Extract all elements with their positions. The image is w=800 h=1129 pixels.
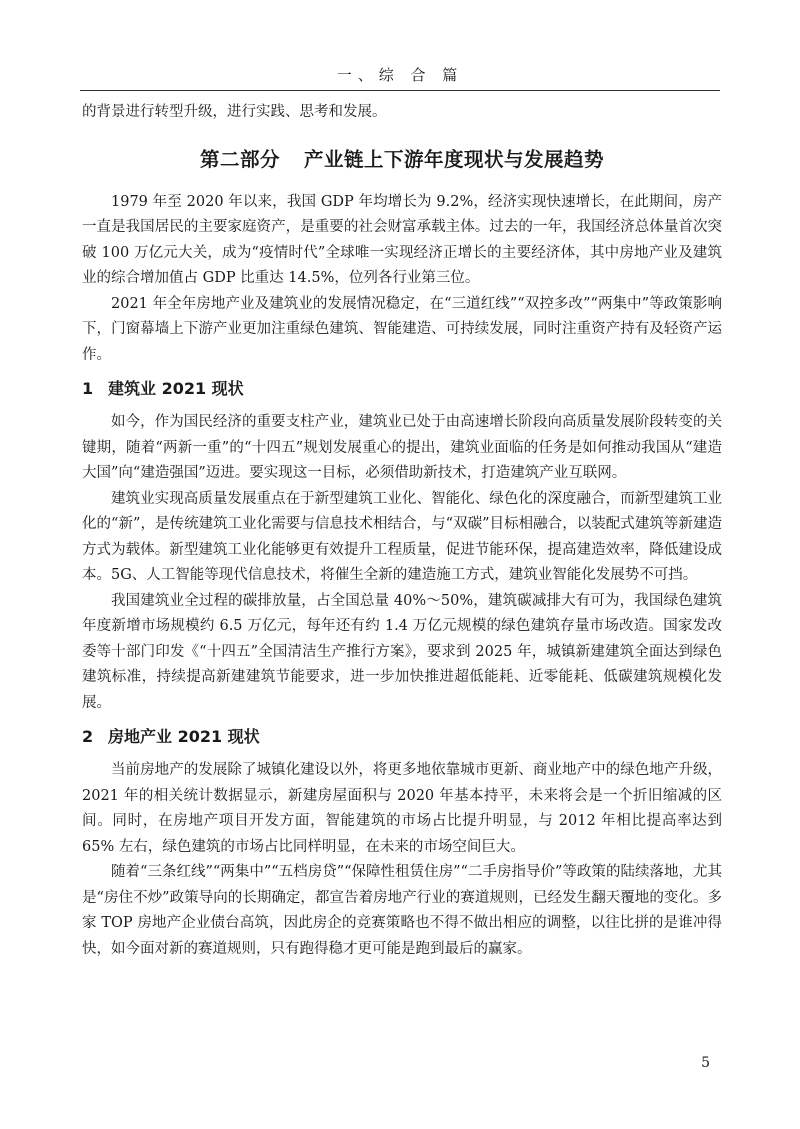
part-title bbox=[82, 144, 722, 172]
section-title: 建筑业 2021 现状 bbox=[108, 379, 244, 398]
part-paragraph: 1979 年至 2020 年以来，我国 GDP 年均增长为 9.2%，经济实现快速增长，在此期间，房产一直是我国居民的主要家庭资产，是重要的社会财富承载主体。过去的一年，我国经济总体量首次突破 100 万亿元大关，成为“疫情时代”全球唯一实现经济正增长的主要经济体，其中房地产业及建筑业的综合增加值占 GDP 比重达 14.5%，位列各行业第三位。 bbox=[82, 193, 722, 286]
intro-tail-paragraph: 的背景进行转型升级，进行实践、思考和发展。 bbox=[82, 104, 387, 120]
section-paragraph: 如今，作为国民经济的重要支柱产业，建筑业已处于由高速增长阶段向高质量发展阶段转变的关键期，随着“两新一重”的“十四五”规划发展重心的提出，建筑业面临的任务是如何推动我国从“建造大国”向“建造强国”迈进。要实现这一目标，必须借助新技术，打造建筑产业互联网。 bbox=[82, 414, 722, 481]
header-rule bbox=[80, 90, 720, 91]
page-number: 5 bbox=[701, 1055, 710, 1071]
section-paragraph: 我国建筑业全过程的碳排放量，占全国总量 40%～50%，建筑碳减排大有可为，我国绿色建筑年度新增市场规模约 6.5 万亿元，每年还有约 1.4 万亿元规模的绿色建筑存量市场改造。国家发改委等十部门印发《“十四五”全国清洁生产推行方案》，要求到 2025 年，城镇新建建筑全面达到绿色建筑标准，持续提高新建建筑节能要求，进一步加快推进超低能耗、近零能耗、低碳建筑规模化发展。 bbox=[82, 592, 722, 711]
running-header: 一、综 合 篇 bbox=[336, 66, 464, 84]
section-paragraph: 随着“三条红线”“两集中”“五档房贷”“保障性租赁住房”“二手房指导价”等政策的陆续落地，尤其是“房住不炒”政策导向的长期确定，都宣告着房地产行业的赛道规则，已经发生翻天覆地的变化。多家 TOP 房地产企业债台高筑，因此房企的竞赛策略也不得不做出相应的调整，以往比拼的是谁冲得快，如今面对新的赛道规则，只有跑得稳才更可能是跑到最后的赢家。 bbox=[82, 864, 723, 957]
section-title: 房地产业 2021 现状 bbox=[108, 727, 260, 746]
part-number: 第二部分 bbox=[199, 147, 280, 171]
part-paragraph: 2021 年全年房地产业及建筑业的发展情况稳定，在“三道红线”“双控多改”“两集中”等政策影响下，门窗幕墙上下游产业更加注重绿色建筑、智能建造、可持续发展，同时注重资产持有及轻资产运作。 bbox=[82, 295, 722, 363]
body-column bbox=[82, 100, 722, 962]
part-title-text: 产业链上下游年度现状与发展趋势 bbox=[304, 147, 605, 171]
section-heading-construction bbox=[82, 377, 722, 401]
section-paragraph: 建筑业实现高质量发展重点在于新型建筑工业化、智能化、绿色化的深度融合，而新型建筑工业化的“新”，是传统建筑工业化需要与信息技术相结合，与“双碳”目标相融合，以装配式建筑等新建造方式为载体。新型建筑工业化能够更有效提升工程质量，促进节能环保，提高建造效率，降低建设成本。5G、人工智能等现代信息技术，将催生全新的建造施工方式，建筑业智能化发展势不可挡。 bbox=[82, 490, 722, 583]
section-paragraph: 当前房地产的发展除了城镇化建设以外，将更多地依靠城市更新、商业地产中的绿色地产升级，2021 年的相关统计数据显示，新建房屋面积与 2020 年基本持平，未来将会是一个折旧缩减的区间。同时，在房地产项目开发方面，智能建筑的市场占比提升明显，与 2012 年相比提高率达到 65% 左右，绿色建筑的市场占比同样明显，在未来的市场空间巨大。 bbox=[82, 762, 722, 855]
section-number: 1 bbox=[82, 379, 94, 398]
section-number: 2 bbox=[82, 727, 94, 746]
section-heading-real-estate bbox=[82, 725, 722, 749]
